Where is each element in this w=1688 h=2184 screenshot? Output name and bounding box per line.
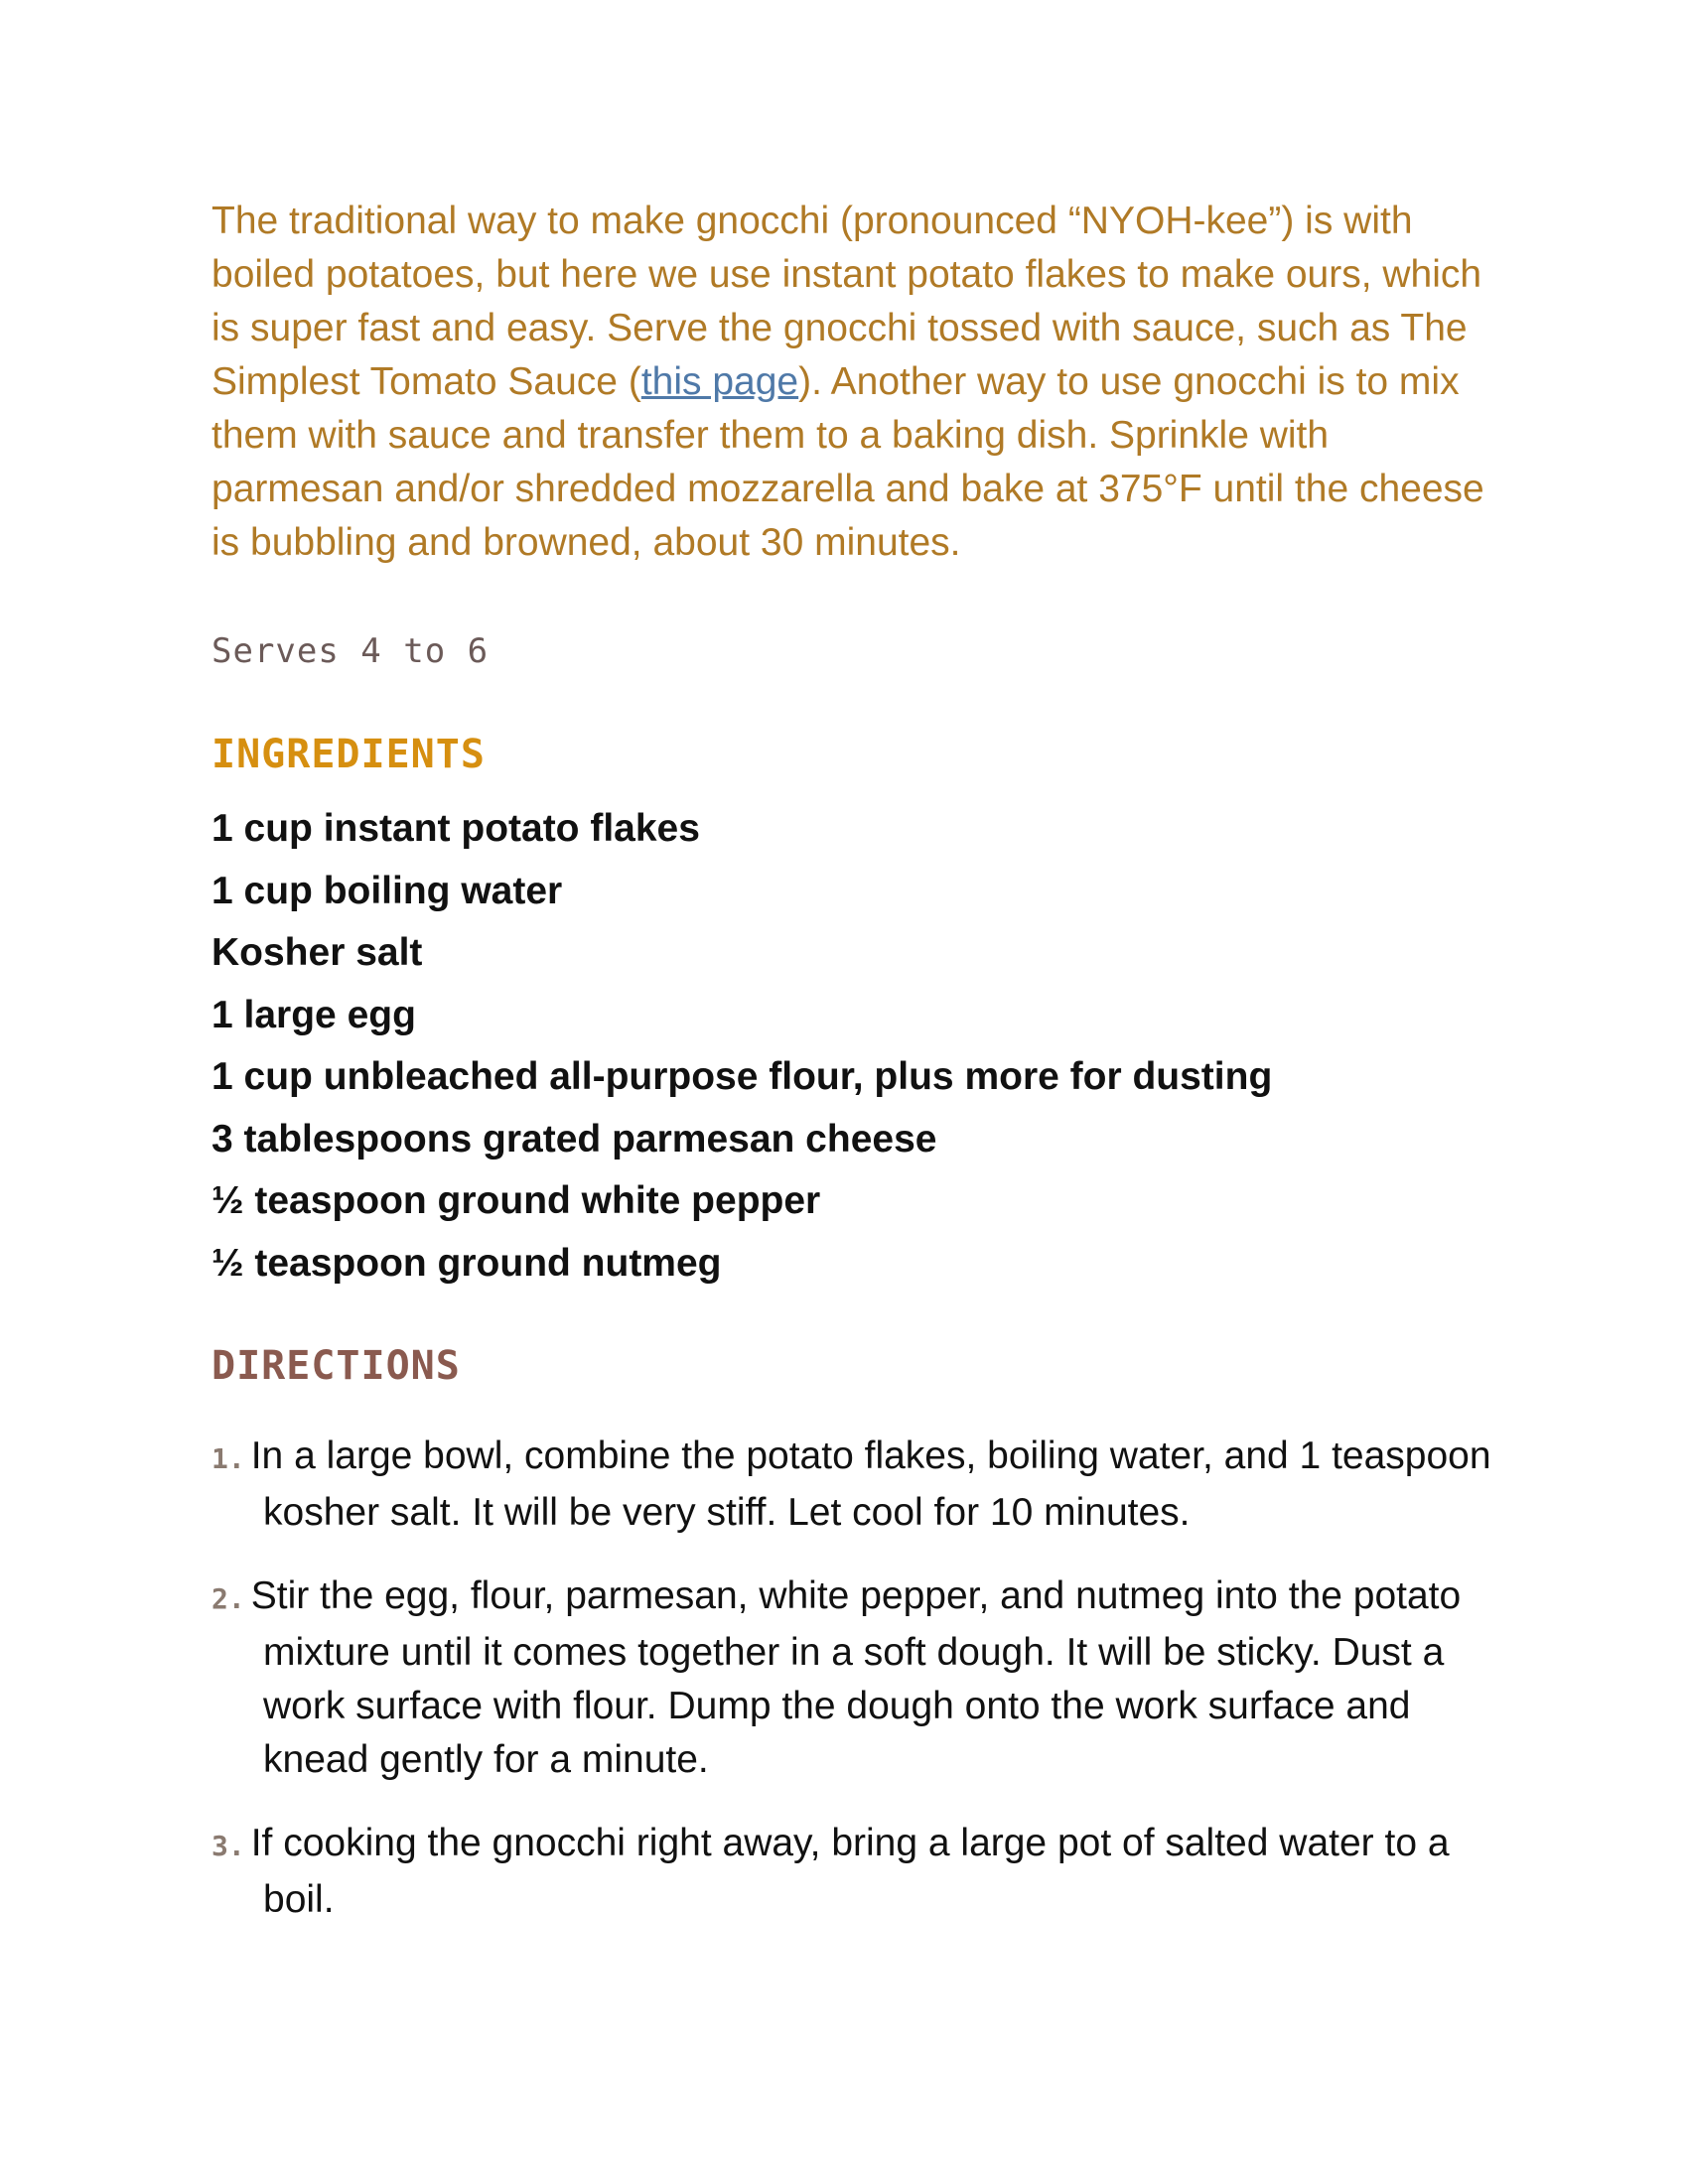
ingredient-item: ½ teaspoon ground nutmeg xyxy=(211,1241,722,1285)
step-text: In a large bowl, combine the potato flakes, boiling water, and 1 teaspoon kosher salt. It will be very stiff. Let cool for 10 minutes. xyxy=(250,1434,1491,1534)
intro-paragraph xyxy=(211,195,1492,570)
intro-text-after-link: ). Another way to use gnocchi is to mix them with sauce and transfer them to a baking dish. Sprinkle with parmesan and/or shredded mozzarella and bake at 375°F until the cheese is bubbling and browned, about 30 minutes. xyxy=(211,360,1484,564)
ingredient-item: 1 cup instant potato flakes xyxy=(211,807,700,850)
this-page-link[interactable]: this page xyxy=(640,360,799,403)
ingredient-item: 3 tablespoons grated parmesan cheese xyxy=(211,1117,937,1160)
ingredients-heading: INGREDIENTS xyxy=(211,732,486,777)
recipe-page xyxy=(211,195,1492,1957)
ingredients-list xyxy=(211,798,1492,1295)
intro-text-before-link: The traditional way to make gnocchi (pronounced “NYOH-kee”) is with boiled potatoes, but here we use instant potato flakes to make ours, which is super fast and easy. Serve the gnocchi tossed with sauce, such as The Simplest Tomato Sauce ( xyxy=(211,200,1482,403)
ingredient-item: Kosher salt xyxy=(211,931,423,974)
ingredient-item: 1 cup unbleached all-purpose flour, plus more for dusting xyxy=(211,1055,1273,1098)
directions-list xyxy=(211,1430,1492,1927)
step-number: 1. xyxy=(211,1442,245,1475)
ingredient-item: 1 large egg xyxy=(211,993,416,1036)
step-number: 3. xyxy=(211,1830,245,1862)
direction-step xyxy=(211,1570,1492,1787)
direction-step xyxy=(211,1430,1492,1540)
ingredient-item: ½ teaspoon ground white pepper xyxy=(211,1179,821,1222)
ingredient-item: 1 cup boiling water xyxy=(211,869,563,912)
directions-heading: DIRECTIONS xyxy=(211,1343,461,1389)
step-number: 2. xyxy=(211,1582,245,1615)
step-text: Stir the egg, flour, parmesan, white pepper, and nutmeg into the potato mixture until it comes together in a soft dough. It will be sticky. Dust a work surface with flour. Dump the dough onto the work surface and knead gently for a minute. xyxy=(250,1574,1462,1781)
step-text: If cooking the gnocchi right away, bring a large pot of salted water to a boil. xyxy=(250,1822,1450,1921)
serves-info: Serves 4 to 6 xyxy=(211,631,490,671)
direction-step xyxy=(211,1817,1492,1927)
